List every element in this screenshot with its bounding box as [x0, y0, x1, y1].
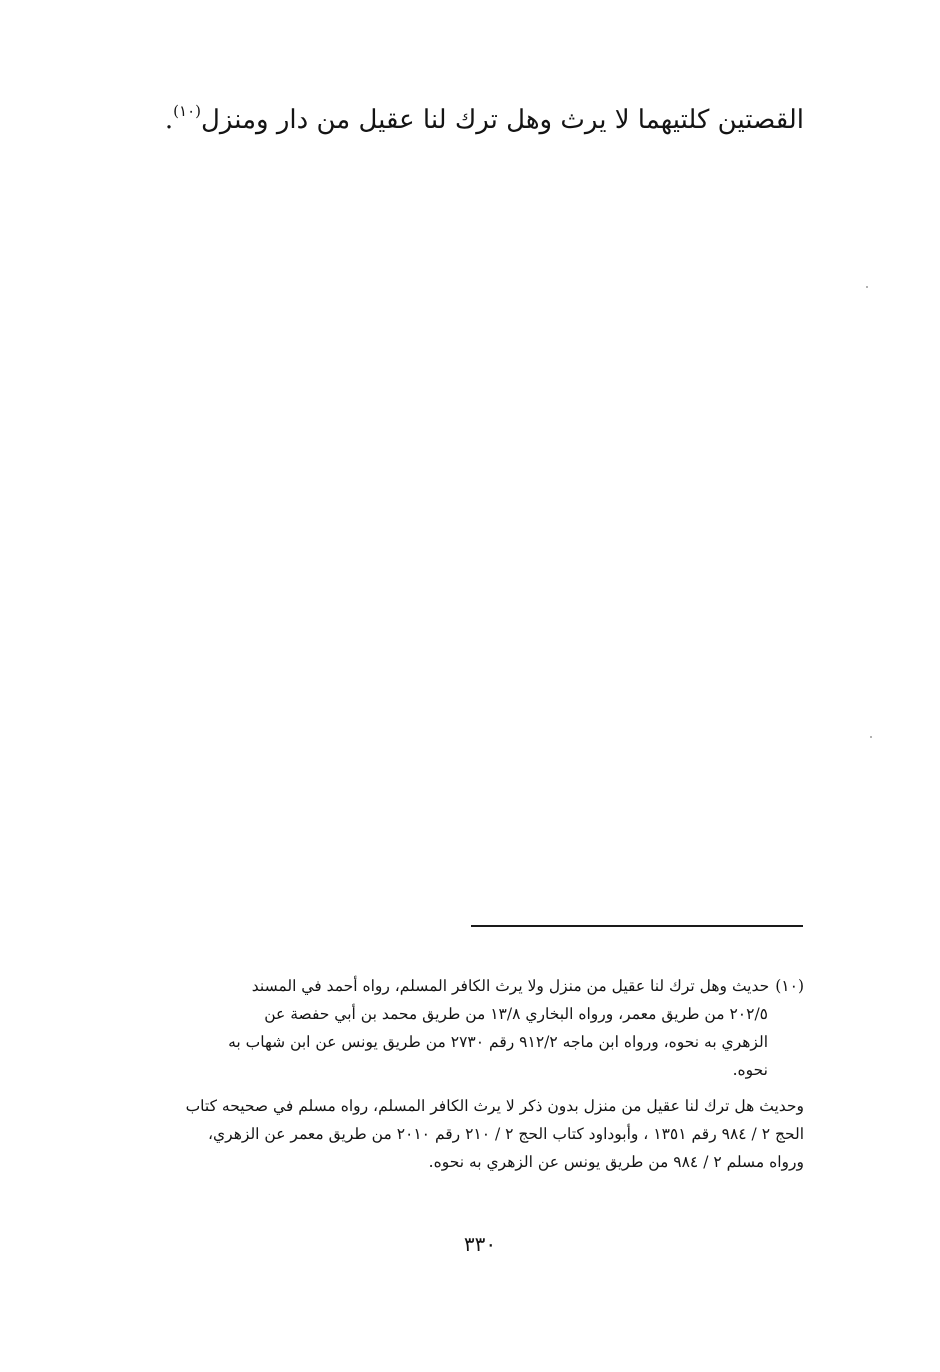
footnote-line: الحج ٢ / ٩٨٤ رقم ١٣٥١ ، وأبوداود كتاب الحج ٢ / ٢١٠ رقم ٢٠١٠ من طريق معمر عن الزهري، — [208, 1125, 804, 1143]
footnote-reference: (١٠) — [173, 102, 202, 120]
footnote-line: وحديث هل ترك لنا عقيل من منزل بدون ذكر لا يرث الكافر المسلم، رواه مسلم في صحيحه كتاب — [185, 1097, 804, 1115]
footnote-line: ورواه مسلم ٢ / ٩٨٤ من طريق يونس عن الزهري به نحوه. — [428, 1153, 804, 1171]
scan-speck — [866, 286, 868, 288]
footnote-line: (١٠)حديث وهل ترك لنا عقيل من منزل ولا يرث الكافر المسلم، رواه أحمد في المسند — [251, 977, 804, 995]
footnote-number: (١٠) — [775, 977, 804, 995]
end-punctuation: . — [164, 105, 174, 135]
body-paragraph — [124, 100, 804, 140]
footnotes-section — [144, 972, 804, 1176]
footnote-continuation — [144, 1092, 804, 1176]
footnote-line: الزهري به نحوه، ورواه ابن ماجه ٩١٢/٢ رقم ٢٧٣٠ من طريق يونس عن ابن شهاب به — [228, 1033, 768, 1051]
scan-speck — [870, 736, 872, 738]
footnote-10 — [144, 972, 804, 1084]
page-number: ٣٣٠ — [463, 1232, 497, 1256]
footnote-line: نحوه. — [732, 1061, 768, 1079]
footnote-separator-rule — [471, 925, 803, 927]
body-text-line: القصتين كلتيهما لا يرث وهل ترك لنا عقيل من دار ومنزل — [201, 105, 804, 135]
footnote-line: ٢٠٢/٥ من طريق معمر، ورواه البخاري ١٣/٨ من طريق محمد بن أبي حفصة عن — [264, 1005, 768, 1023]
